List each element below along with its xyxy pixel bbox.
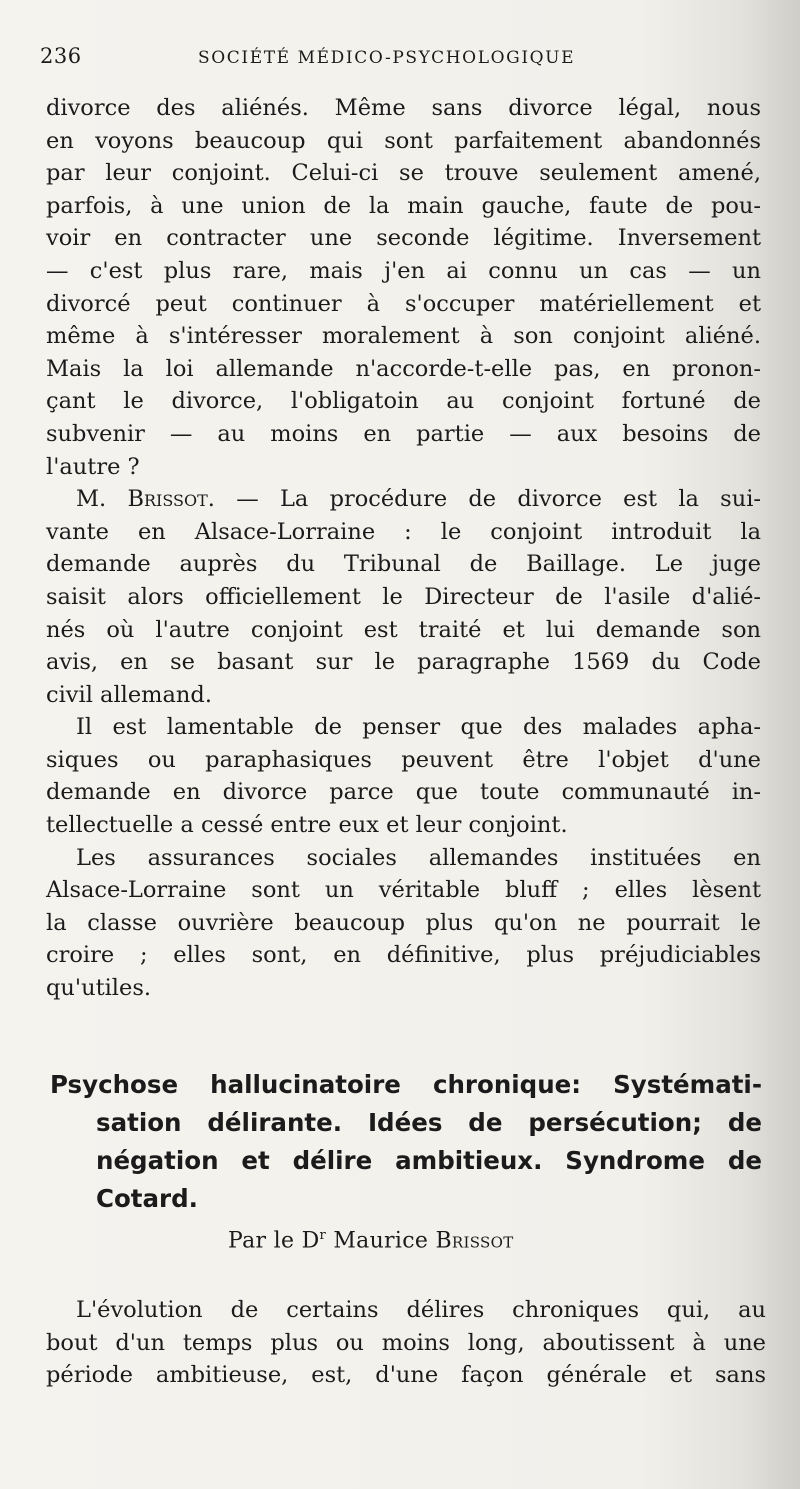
text-line: nés où l'autre conjoint est traité et lui demande son [46,616,761,643]
title-line: négation et délire ambitieux. Syndrome de [96,1146,762,1175]
text-line: Les assurances sociales allemandes instituées en [76,844,761,871]
title-line: Psychose hallucinatoire chronique: Systémati- [50,1070,762,1099]
title-line: sation délirante. Idées de persécution; de [96,1108,762,1137]
text-line: voir en contracter une seconde légitime. Inversement [46,225,761,252]
author-surname: Brissot [435,1228,514,1254]
speaker-line [46,483,761,516]
text-line: divorcé peut continuer à s'occuper matériellement et [46,290,761,317]
author-byline [228,1228,514,1253]
byline-prefix: Par le D [228,1228,320,1254]
text-line: — c'est plus rare, mais j'en ai connu un cas — un [46,257,761,284]
text-line: tellectuelle a cessé entre eux et leur conjoint. [46,812,568,839]
text-line: croire ; elles sont, en définitive, plus préjudiciables [46,942,761,969]
text-line: période ambitieuse, est, d'une façon générale et sans [46,1362,766,1389]
text-line: en voyons beaucoup qui sont parfaitement abandonnés [46,127,761,154]
text-line: qu'utiles. [46,975,152,1002]
text-line: saisit alors officiellement le Directeur de l'asile d'alié- [46,583,761,610]
text-line: bout d'un temps plus ou moins long, aboutissent à une [46,1329,766,1356]
running-title: SOCIÉTÉ MÉDICO-PSYCHOLOGIQUE [198,48,576,68]
byline-sup: r [319,1228,327,1243]
speaker-name: M. Brissot. [76,486,215,513]
text-line: demande auprès du Tribunal de Baillage. Le juge [46,551,761,578]
text-line: vante en Alsace-Lorraine : le conjoint introduit la [46,518,761,545]
page-number: 236 [40,44,82,68]
discussion-text [46,92,761,1005]
text-line: même à s'intéresser moralement à son conjoint aliéné. [46,323,761,350]
text-line: l'autre ? [46,453,140,480]
text-line: parfois, à une union de la main gauche, faute de pou- [46,192,761,219]
article-intro [46,1294,766,1392]
text-line: subvenir — au moins en partie — aux besoins de [46,420,761,447]
text-line: L'évolution de certains délires chroniques qui, au [76,1297,766,1323]
article-title [50,1066,762,1218]
text-line: Alsace-Lorraine sont un véritable bluff ; elles lèsent [46,877,761,904]
text-line: civil allemand. [46,681,212,708]
text-line: siques ou paraphasiques peuvent être l'objet d'une [46,746,761,773]
text-line: divorce des aliénés. Même sans divorce légal, nous [46,95,761,121]
text-line: demande en divorce parce que toute communauté in- [46,779,761,806]
text-line: par leur conjoint. Celui-ci se trouve seulement amené, [46,160,761,187]
running-head [40,44,760,74]
text-line: Mais la loi allemande n'accorde-t-elle pas, en pronon- [46,355,761,382]
text-line: avis, en se basant sur le paragraphe 1569 du Code [46,649,761,676]
title-line: Cotard. [96,1184,198,1213]
author-firstname: Maurice [333,1228,429,1254]
text-line: la classe ouvrière beaucoup plus qu'on ne pourrait le [46,909,761,936]
text-line: Il est lamentable de penser que des malades apha- [76,714,761,741]
text-line: çant le divorce, l'obligatoin au conjoint fortuné de [46,388,761,415]
speaker-text: — La procédure de divorce est la sui- [236,486,762,513]
